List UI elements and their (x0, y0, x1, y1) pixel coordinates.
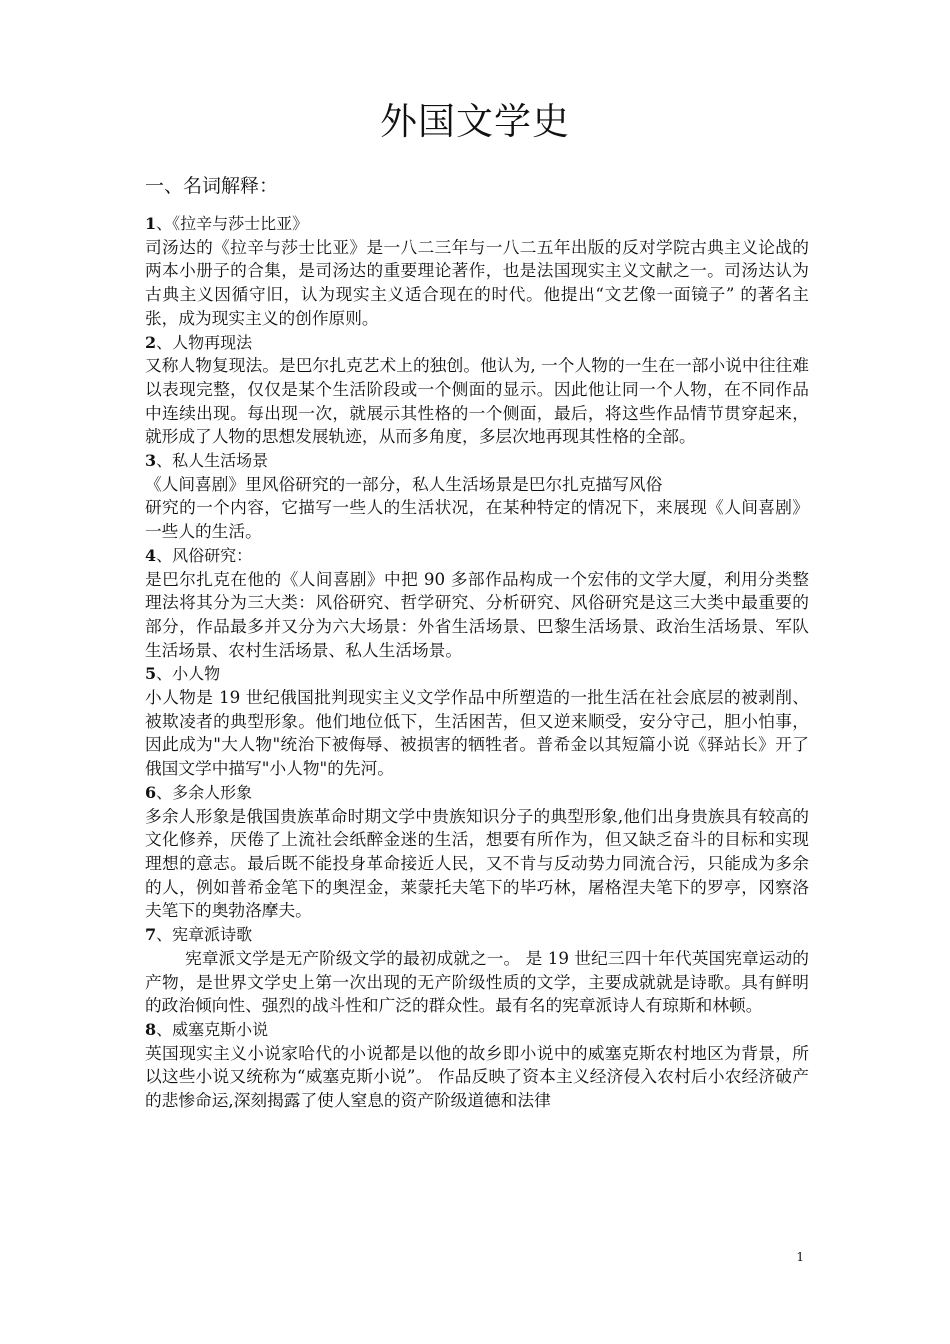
entry-heading (145, 1018, 809, 1042)
entry-7 (145, 923, 809, 1018)
entry-title: 、多余人形象 (156, 782, 253, 802)
entry-number: 6 (145, 782, 157, 802)
entry-heading (145, 449, 809, 473)
entry-number: 3 (145, 451, 157, 471)
entry-number: 5 (145, 664, 157, 684)
entry-number: 7 (145, 925, 157, 945)
document-content (145, 212, 809, 1113)
entry-title: 、小人物 (156, 664, 221, 684)
entry-body: 司汤达的《拉辛与莎士比亚》是一八二三年与一八二五年出版的反对学院古典主义论战的两本小册子的合集，是司汤达的重要理论著作，也是法国现实主义文献之一。司汤达认为古典主义因循守旧，认为现实主义适合现在的时代。他提出“文艺像一面镜子” 的著名主张，成为现实主义的创作原则。 (145, 236, 809, 328)
entry-number: 2 (145, 332, 157, 352)
entry-2 (145, 331, 809, 450)
entry-4 (145, 544, 809, 663)
entry-body: 英国现实主义小说家哈代的小说都是以他的故乡即小说中的威塞克斯农村地区为背景，所以这些小说又统称为“威塞克斯小说”。 作品反映了资本主义经济侵入农村后小农经济破产的悲惨命运,深刻揭露了使人窒息的资产阶级道德和法律 (145, 1042, 809, 1111)
entry-body: 多余人形象是俄国贵族革命时期文学中贵族知识分子的典型形象,他们出身贵族具有较高的文化修养，厌倦了上流社会纸醉金迷的生活，想要有所作为，但又缺乏奋斗的目标和实现理想的意志。最后既不能投身革命接近人民，又不肯与反动势力同流合污，只能成为多余的人，例如普希金笔下的奥涅金，莱蒙托夫笔下的毕巧林，屠格涅夫笔下的罗亭，冈察洛夫笔下的奥勃洛摩夫。 (145, 805, 809, 921)
document-title: 外国文学史 (380, 100, 570, 143)
entry-heading (145, 331, 809, 355)
entry-title: 、人物再现法 (156, 332, 253, 352)
entry-title: 、风俗研究： (156, 545, 253, 565)
entry-1 (145, 212, 809, 331)
entry-heading (145, 662, 809, 686)
entry-heading (145, 544, 809, 568)
entry-6 (145, 781, 809, 923)
entry-8 (145, 1018, 809, 1113)
entry-heading (145, 781, 809, 805)
entry-body: 宪章派文学是无产阶级文学的最初成就之一。 是 19 世纪三四十年代英国宪章运动的产物，是世界文学史上第一次出现的无产阶级性质的文学，主要成就就是诗歌。具有鲜明的政治倾向性、强烈的战斗性和广泛的群众性。最有名的宪章派诗人有琼斯和林顿。 (145, 947, 809, 1016)
entry-heading (145, 923, 809, 947)
page-number: 1 (796, 1250, 804, 1264)
entry-title: 、威塞克斯小说 (156, 1019, 269, 1039)
entry-title: 、私人生活场景 (156, 451, 269, 471)
entry-body: 是巴尔扎克在他的《人间喜剧》中把 90 多部作品构成一个宏伟的文学大厦，利用分类整理法将其分为三大类：风俗研究、哲学研究、分析研究、风俗研究是这三大类中最重要的部分，作品最多并又分为六大场景：外省生活场景、巴黎生活场景、政治生活场景、军队生活场景、农村生活场景、私人生活场景。 (145, 568, 809, 660)
entry-number: 4 (145, 545, 157, 565)
entry-5 (145, 662, 809, 781)
entry-body: 又称人物复现法。是巴尔扎克艺术上的独创。他认为, 一个人物的一生在一部小说中往往难以表现完整，仅仅是某个生活阶段或一个侧面的显示。因此他让同一个人物，在不同作品中连续出现。每出现一次，就展示其性格的一个侧面，最后，将这些作品情节贯穿起来，就形成了人物的思想发展轨迹，从而多角度，多层次地再现其性格的全部。 (145, 355, 809, 447)
entry-number: 8 (145, 1019, 157, 1039)
section-heading: 一、名词解释： (145, 175, 279, 197)
entry-3 (145, 449, 809, 544)
entry-heading (145, 212, 809, 236)
entry-title: 、《拉辛与莎士比亚》 (156, 214, 309, 233)
entry-body-line: 《人间喜剧》里风俗研究的一部分，私人生活场景是巴尔扎克描写风俗 (145, 473, 663, 494)
entry-body-line: 研究的一个内容，它描写一些人的生活状况，在某种特定的情况下，来展现《人间喜剧》一些人的生活。 (145, 497, 809, 542)
entry-number: 1 (145, 214, 157, 233)
entry-title: 、宪章派诗歌 (156, 925, 253, 945)
entry-body: 小人物是 19 世纪俄国批判现实主义文学作品中所塑造的一批生活在社会底层的被剥削、被欺凌者的典型形象。他们地位低下，生活困苦，但又逆来顺受，安分守己，胆小怕事，因此成为"大人物"统治下被侮辱、被损害的牺牲者。普希金以其短篇小说《驿站长》开了俄国文学中描写"小人物"的先河。 (145, 687, 809, 779)
